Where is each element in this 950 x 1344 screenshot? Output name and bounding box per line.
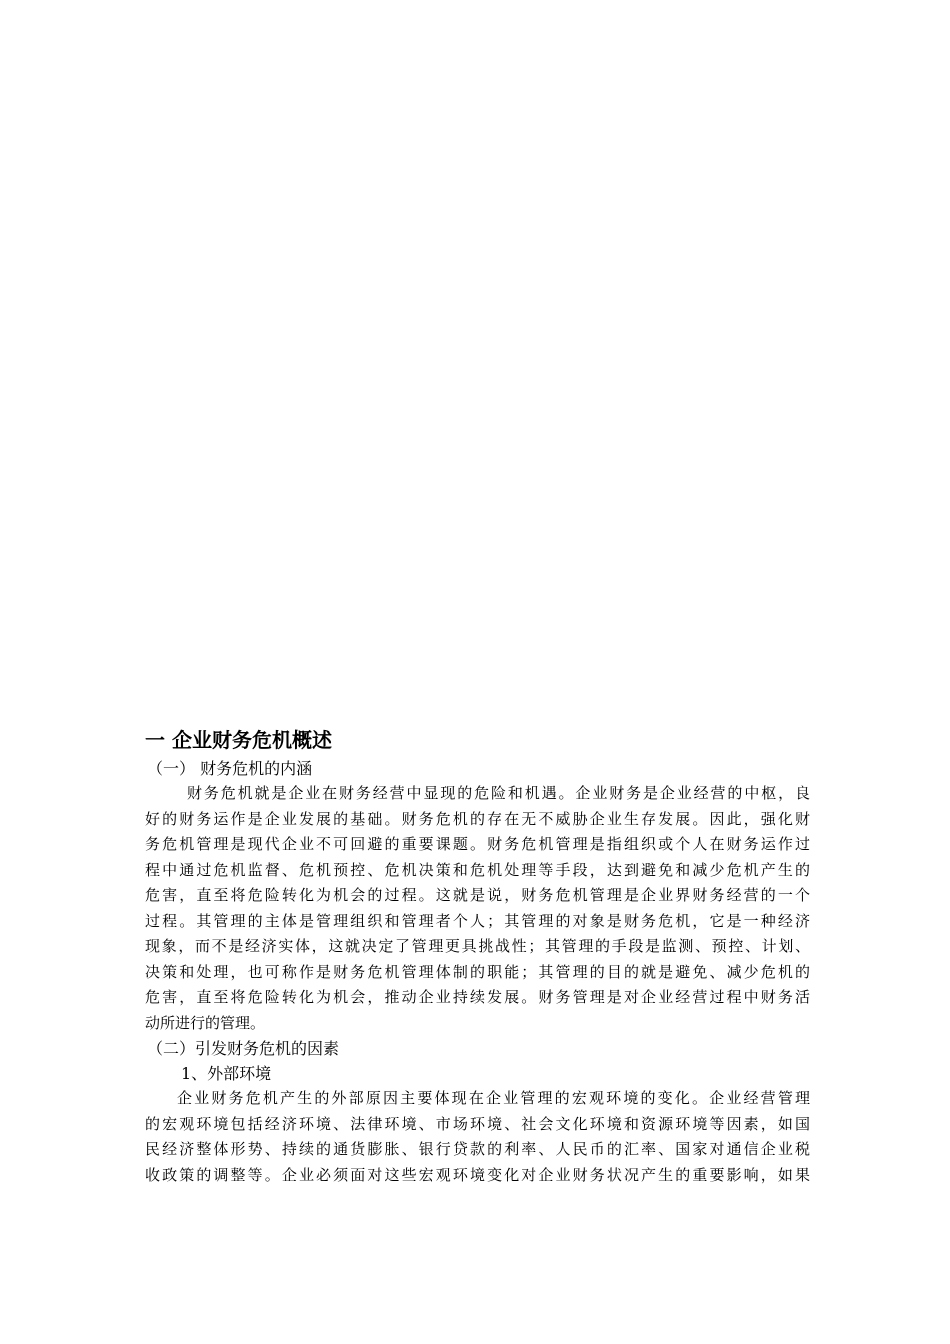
- paragraph-2: [145, 1086, 810, 1188]
- paragraph-line: 过程。其管理的主体是管理组织和管理者个人；其管理的对象是财务危机，它是一种经济: [145, 911, 810, 930]
- document-body: [145, 724, 810, 1188]
- paragraph-1: [145, 781, 810, 1036]
- paragraph-line: 民经济整体形势、持续的通货膨胀、银行贷款的利率、人民币的汇率、国家对通信企业税: [145, 1140, 810, 1158]
- paragraph-line: 现象，而不是经济实体，这就决定了管理更具挑战性；其管理的手段是监测、预控、计划、: [145, 937, 810, 955]
- paragraph-line: 务危机管理是现代企业不可回避的重要课题。财务危机管理是指组织或个人在财务运作过: [145, 835, 810, 853]
- subsection-heading-1: （一） 财务危机的内涵: [147, 759, 313, 778]
- paragraph-line: 财务危机就是企业在财务经营中显现的危险和机遇。企业财务是企业经营的中枢，良: [187, 784, 810, 802]
- subsection-heading-2: （二）引发财务危机的因素: [147, 1039, 340, 1058]
- paragraph-line: 危害，直至将危险转化为机会，推动企业持续发展。财务管理是对企业经营过程中财务活: [145, 988, 810, 1006]
- paragraph-line: 危害，直至将危险转化为机会的过程。这就是说，财务危机管理是企业界财务经营的一个: [145, 886, 810, 904]
- paragraph-line: 收政策的调整等。企业必须面对这些宏观环境变化对企业财务状况产生的重要影响，如果: [145, 1165, 810, 1184]
- paragraph-line: 的宏观环境包括经济环境、法律环境、市场环境、社会文化环境和资源环境等因素，如国: [145, 1114, 810, 1133]
- paragraph-line: 程中通过危机监督、危机预控、危机决策和危机处理等手段，达到避免和减少危机产生的: [145, 860, 810, 879]
- paragraph-line: 决策和处理，也可称作是财务危机管理体制的职能；其管理的目的就是避免、减少危机的: [145, 962, 810, 981]
- paragraph-line: 动所进行的管理。: [145, 1013, 266, 1032]
- paragraph-line: 企业财务危机产生的外部原因主要体现在企业管理的宏观环境的变化。企业经营管理: [177, 1089, 810, 1107]
- paragraph-line: 好的财务运作是企业发展的基础。财务危机的存在无不威胁企业生存发展。因此，强化财: [145, 809, 810, 828]
- subsection-heading-3: 1、外部环境: [181, 1064, 272, 1083]
- section-title: 一 企业财务危机概述: [145, 728, 332, 752]
